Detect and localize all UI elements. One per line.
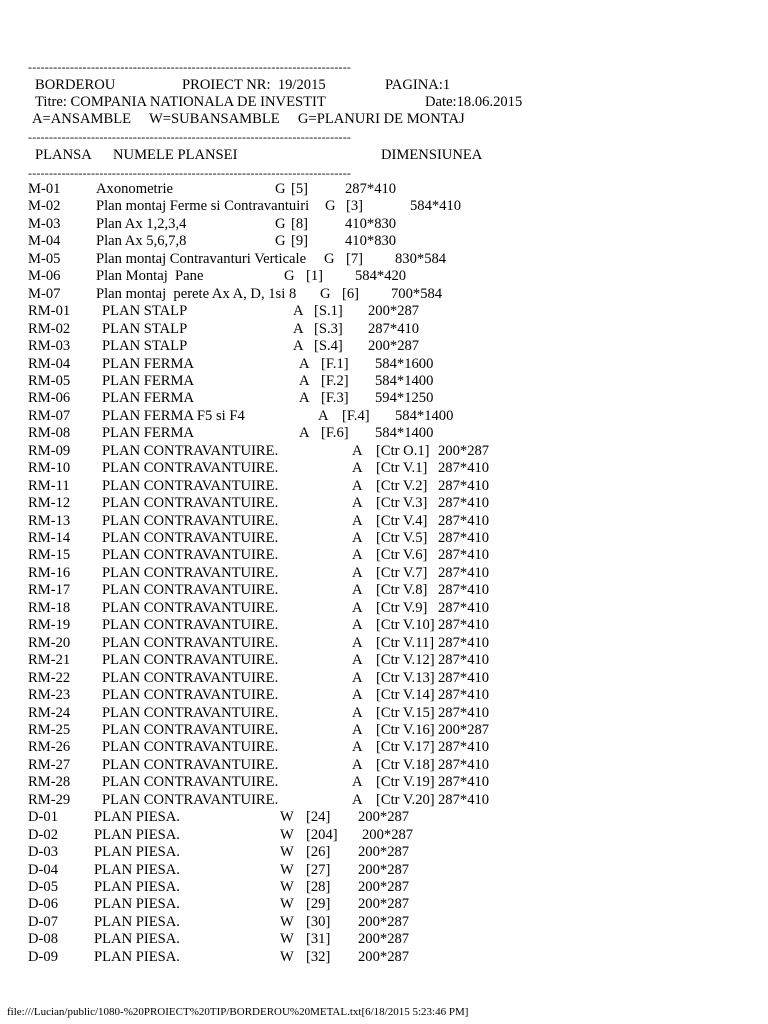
cell-name: PLAN PIESA.: [94, 844, 180, 861]
cell-type: A: [352, 512, 363, 529]
cell-plansa: RM-03: [28, 338, 71, 355]
cell-plansa: RM-18: [28, 599, 71, 616]
cell-name: PLAN PIESA.: [94, 879, 180, 895]
table-row: [0, 216, 768, 234]
cell-ref: [Ctr V.3]: [376, 495, 428, 512]
cell-type: A: [352, 442, 363, 459]
table-row: [0, 478, 768, 496]
cell-type: A: [352, 547, 363, 564]
table-row: [0, 303, 768, 321]
table-row: [0, 600, 768, 618]
cell-plansa: RM-15: [28, 547, 71, 564]
cell-type: A: [352, 634, 363, 651]
cell-ref: [Ctr V.6]: [376, 547, 428, 564]
cell-plansa: RM-01: [28, 303, 71, 320]
cell-type: A: [352, 704, 363, 721]
cell-plansa: D-08: [28, 931, 58, 948]
cell-type: A: [299, 390, 310, 407]
cell-ref: [Ctr V.9]: [376, 599, 428, 616]
cell-type: W: [280, 879, 294, 895]
cell-plansa: RM-14: [28, 530, 71, 546]
cell-ref: [Ctr O.1]: [376, 442, 430, 459]
cell-type: G: [275, 215, 286, 232]
cell-name: PLAN CONTRAVANTUIRE.: [102, 634, 279, 651]
table-row: [0, 705, 768, 723]
borderou-title: BORDEROU: [35, 77, 116, 93]
table-row: [0, 652, 768, 670]
cell-plansa: D-02: [28, 826, 58, 843]
cell-dimension: 287*410: [438, 774, 490, 791]
cell-name: Plan Montaj Pane: [96, 268, 204, 285]
cell-name: PLAN CONTRAVANTUIRE.: [102, 564, 279, 581]
cell-plansa: D-03: [28, 844, 58, 861]
table-row: [0, 425, 768, 443]
cell-type: G: [324, 250, 335, 267]
cell-type: G: [275, 233, 286, 250]
page-number: PAGINA:1: [385, 77, 451, 93]
cell-ref: [24]: [306, 809, 331, 826]
cell-dimension: 287*410: [438, 547, 490, 564]
cell-type: A: [293, 338, 304, 355]
cell-name: Plan montaj Contravanturi Verticale: [96, 250, 307, 267]
cell-name: PLAN CONTRAVANTUIRE.: [102, 599, 279, 616]
cell-type: G: [325, 198, 336, 215]
cell-dimension: 287*410: [438, 512, 490, 529]
cell-dimension: 584*1400: [375, 372, 434, 389]
cell-ref: [Ctr V.5]: [376, 530, 428, 546]
cell-name: PLAN FERMA: [102, 372, 195, 389]
cell-ref: [Ctr V.13]: [376, 669, 435, 686]
cell-type: A: [352, 477, 363, 494]
cell-ref: [32]: [306, 948, 331, 965]
cell-ref: [F.3]: [321, 390, 349, 407]
cell-dimension: 700*584: [391, 285, 443, 302]
cell-type: A: [352, 530, 363, 546]
cell-name: PLAN STALP: [102, 320, 188, 337]
column-header-numele: NUMELE PLANSEI: [113, 147, 238, 163]
cell-dimension: 200*287: [368, 338, 420, 355]
cell-name: Plan montaj Ferme si Contravantuiri: [96, 198, 310, 215]
cell-type: W: [280, 809, 294, 826]
cell-plansa: RM-20: [28, 634, 71, 651]
cell-plansa: RM-16: [28, 564, 71, 581]
cell-ref: [8]: [291, 215, 309, 232]
cell-type: W: [280, 948, 294, 965]
table-row: [0, 914, 768, 932]
table-row: [0, 617, 768, 635]
cell-name: Plan montaj perete Ax A, D, 1si 8: [96, 285, 297, 302]
cell-name: PLAN CONTRAVANTUIRE.: [102, 669, 279, 686]
cell-plansa: RM-29: [28, 791, 71, 808]
cell-ref: [Ctr V.12]: [376, 652, 435, 669]
cell-name: PLAN PIESA.: [94, 948, 180, 965]
cell-ref: [6]: [342, 285, 360, 302]
cell-type: A: [352, 739, 363, 756]
cell-dimension: 287*410: [438, 599, 490, 616]
cell-ref: [Ctr V.17]: [376, 739, 435, 756]
cell-type: W: [280, 861, 294, 878]
titre: Titre: COMPANIA NATIONALA DE INVESTIT: [35, 94, 326, 110]
table-row: [0, 460, 768, 478]
cell-type: W: [280, 896, 294, 913]
cell-plansa: RM-08: [28, 425, 71, 442]
cell-dimension: 200*287: [368, 303, 420, 320]
table-row: [0, 373, 768, 391]
cell-type: A: [318, 407, 329, 424]
table-row: [0, 565, 768, 583]
cell-plansa: RM-17: [28, 582, 71, 599]
cell-plansa: RM-19: [28, 617, 71, 634]
table-row: [0, 547, 768, 565]
cell-name: PLAN PIESA.: [94, 861, 180, 878]
cell-ref: [29]: [306, 896, 331, 913]
table-row: [0, 774, 768, 792]
cell-ref: [S.1]: [314, 303, 343, 320]
cell-ref: [31]: [306, 931, 331, 948]
cell-plansa: M-05: [28, 250, 61, 267]
cell-ref: [Ctr V.11]: [376, 634, 435, 651]
table-row: [0, 792, 768, 810]
cell-dimension: 200*287: [358, 896, 410, 913]
cell-dimension: 200*287: [358, 879, 410, 895]
cell-name: PLAN FERMA: [102, 355, 195, 372]
cell-plansa: M-04: [28, 233, 61, 250]
cell-type: G: [320, 285, 331, 302]
cell-type: A: [299, 355, 310, 372]
cell-plansa: RM-11: [28, 477, 70, 494]
cell-plansa: D-07: [28, 913, 58, 930]
cell-ref: [Ctr V.2]: [376, 477, 428, 494]
cell-dimension: 584*1400: [375, 425, 434, 442]
cell-dimension: 287*410: [438, 495, 490, 512]
cell-name: PLAN CONTRAVANTUIRE.: [102, 460, 279, 477]
table-row: [0, 408, 768, 426]
cell-dimension: 287*410: [438, 477, 490, 494]
cell-type: G: [275, 181, 286, 197]
cell-type: A: [352, 495, 363, 512]
cell-dimension: 200*287: [438, 721, 490, 738]
table-row: [0, 931, 768, 949]
table-row: [0, 390, 768, 408]
cell-dimension: 287*410: [438, 564, 490, 581]
cell-name: PLAN CONTRAVANTUIRE.: [102, 530, 279, 546]
footer-url: file:///Lucian/public/1080-%20PROIECT%20TIP/BORDEROU%20METAL.txt[6/18/2015 5:23:46 PM]: [7, 1006, 469, 1018]
cell-ref: [Ctr V.16]: [376, 721, 435, 738]
cell-dimension: 200*287: [358, 948, 410, 965]
cell-name: PLAN FERMA: [102, 390, 195, 407]
proiect-number: PROIECT NR: 19/2015: [182, 77, 326, 93]
cell-ref: [7]: [346, 250, 364, 267]
cell-dimension: 584*410: [410, 198, 462, 215]
column-header-dimensiunea: DIMENSIUNEA: [381, 147, 483, 163]
table-row: [0, 809, 768, 827]
cell-plansa: RM-26: [28, 739, 71, 756]
cell-type: A: [352, 599, 363, 616]
cell-name: PLAN CONTRAVANTUIRE.: [102, 442, 279, 459]
cell-dimension: 287*410: [438, 617, 490, 634]
cell-name: PLAN PIESA.: [94, 931, 180, 948]
cell-plansa: D-06: [28, 896, 58, 913]
separator-bottom: -----------------------------------------------------------------------------: [28, 166, 352, 180]
cell-name: PLAN FERMA: [102, 425, 195, 442]
table-row: [0, 338, 768, 356]
document-date: Date:18.06.2015: [425, 94, 523, 110]
cell-plansa: D-09: [28, 948, 58, 965]
table-row: [0, 286, 768, 304]
cell-plansa: RM-21: [28, 652, 71, 669]
table-row: [0, 268, 768, 286]
cell-ref: [Ctr V.14]: [376, 687, 435, 704]
cell-dimension: 584*1600: [375, 355, 434, 372]
cell-ref: [9]: [291, 233, 309, 250]
cell-type: A: [352, 582, 363, 599]
cell-plansa: RM-04: [28, 355, 71, 372]
column-header-plansa: PLANSA: [35, 147, 92, 163]
cell-type: W: [280, 913, 294, 930]
cell-type: G: [284, 268, 295, 285]
cell-plansa: RM-23: [28, 687, 71, 704]
cell-ref: [F.2]: [321, 372, 349, 389]
cell-plansa: RM-12: [28, 495, 71, 512]
cell-ref: [Ctr V.18]: [376, 756, 435, 773]
cell-dimension: 200*287: [358, 913, 410, 930]
cell-ref: [Ctr V.4]: [376, 512, 428, 529]
cell-dimension: 200*287: [358, 861, 410, 878]
table-row: [0, 687, 768, 705]
table-row: [0, 356, 768, 374]
cell-name: PLAN CONTRAVANTUIRE.: [102, 756, 279, 773]
cell-type: A: [352, 669, 363, 686]
cell-dimension: 287*410: [345, 181, 397, 197]
table-row: [0, 844, 768, 862]
cell-dimension: 830*584: [395, 250, 447, 267]
cell-ref: [204]: [306, 826, 338, 843]
cell-type: A: [352, 791, 363, 808]
cell-name: PLAN CONTRAVANTUIRE.: [102, 704, 279, 721]
cell-type: A: [293, 303, 304, 320]
cell-ref: [S.3]: [314, 320, 343, 337]
cell-plansa: RM-22: [28, 669, 71, 686]
cell-dimension: 287*410: [438, 530, 490, 546]
cell-type: A: [352, 774, 363, 791]
cell-name: PLAN PIESA.: [94, 896, 180, 913]
cell-plansa: D-05: [28, 879, 58, 895]
cell-plansa: M-03: [28, 215, 61, 232]
cell-name: PLAN CONTRAVANTUIRE.: [102, 774, 279, 791]
cell-dimension: 287*410: [438, 704, 490, 721]
cell-type: W: [280, 844, 294, 861]
table-row: [0, 879, 768, 897]
table-row: [0, 321, 768, 339]
cell-ref: [30]: [306, 913, 331, 930]
cell-ref: [F.6]: [321, 425, 349, 442]
cell-name: Plan Ax 1,2,3,4: [96, 215, 187, 232]
table-row: [0, 495, 768, 513]
cell-name: PLAN PIESA.: [94, 913, 180, 930]
table-row: [0, 862, 768, 880]
cell-name: PLAN PIESA.: [94, 809, 180, 826]
table-row: [0, 443, 768, 461]
table-row: [0, 670, 768, 688]
cell-type: A: [352, 756, 363, 773]
cell-dimension: 287*410: [438, 582, 490, 599]
cell-name: PLAN CONTRAVANTUIRE.: [102, 617, 279, 634]
cell-dimension: 410*830: [345, 233, 397, 250]
cell-dimension: 287*410: [438, 756, 490, 773]
cell-name: Axonometrie: [96, 181, 174, 197]
cell-plansa: RM-06: [28, 390, 71, 407]
table-row: [0, 582, 768, 600]
cell-type: A: [352, 652, 363, 669]
cell-plansa: D-04: [28, 861, 58, 878]
cell-ref: [S.4]: [314, 338, 343, 355]
cell-name: PLAN FERMA F5 si F4: [102, 407, 245, 424]
cell-name: PLAN STALP: [102, 338, 188, 355]
table-row: [0, 722, 768, 740]
table-row: [0, 739, 768, 757]
cell-plansa: RM-10: [28, 460, 71, 477]
cell-dimension: 287*410: [438, 687, 490, 704]
cell-name: PLAN CONTRAVANTUIRE.: [102, 512, 279, 529]
cell-dimension: 584*1400: [395, 407, 454, 424]
cell-dimension: 287*410: [438, 460, 490, 477]
cell-type: A: [352, 617, 363, 634]
separator-top: -----------------------------------------------------------------------------: [28, 60, 352, 74]
cell-dimension: 200*287: [438, 442, 490, 459]
cell-type: A: [352, 564, 363, 581]
cell-dimension: 287*410: [438, 739, 490, 756]
cell-dimension: 287*410: [438, 634, 490, 651]
cell-name: PLAN CONTRAVANTUIRE.: [102, 652, 279, 669]
cell-type: W: [280, 826, 294, 843]
cell-plansa: RM-25: [28, 721, 71, 738]
cell-name: PLAN PIESA.: [94, 826, 180, 843]
cell-ref: [Ctr V.19]: [376, 774, 435, 791]
cell-name: PLAN CONTRAVANTUIRE.: [102, 547, 279, 564]
cell-plansa: M-02: [28, 198, 61, 215]
cell-plansa: RM-07: [28, 407, 71, 424]
cell-name: PLAN CONTRAVANTUIRE.: [102, 791, 279, 808]
cell-plansa: RM-28: [28, 774, 71, 791]
cell-ref: [Ctr V.10]: [376, 617, 435, 634]
cell-name: PLAN CONTRAVANTUIRE.: [102, 495, 279, 512]
legend: A=ANSAMBLE W=SUBANSAMBLE G=PLANURI DE MONTAJ: [32, 111, 465, 127]
cell-ref: [Ctr V.1]: [376, 460, 428, 477]
cell-plansa: RM-05: [28, 372, 71, 389]
cell-plansa: M-07: [28, 285, 61, 302]
cell-ref: [1]: [306, 268, 324, 285]
cell-ref: [Ctr V.8]: [376, 582, 428, 599]
cell-dimension: 200*287: [362, 826, 414, 843]
cell-ref: [5]: [291, 181, 309, 197]
cell-name: PLAN CONTRAVANTUIRE.: [102, 739, 279, 756]
cell-dimension: 200*287: [358, 844, 410, 861]
cell-type: A: [299, 425, 310, 442]
cell-plansa: RM-24: [28, 704, 71, 721]
table-row: [0, 513, 768, 531]
cell-dimension: 594*1250: [375, 390, 434, 407]
cell-type: A: [352, 721, 363, 738]
table-row: [0, 827, 768, 845]
cell-ref: [F.1]: [321, 355, 349, 372]
cell-dimension: 287*410: [438, 669, 490, 686]
cell-ref: [3]: [346, 198, 364, 215]
table-row: [0, 896, 768, 914]
table-row: [0, 949, 768, 967]
cell-ref: [26]: [306, 844, 331, 861]
cell-plansa: M-06: [28, 268, 61, 285]
cell-plansa: RM-02: [28, 320, 71, 337]
cell-name: PLAN CONTRAVANTUIRE.: [102, 721, 279, 738]
cell-type: A: [352, 460, 363, 477]
cell-ref: [28]: [306, 879, 331, 895]
table-row: [0, 198, 768, 216]
table-row: [0, 251, 768, 269]
cell-name: PLAN CONTRAVANTUIRE.: [102, 582, 279, 599]
cell-type: A: [352, 687, 363, 704]
cell-type: W: [280, 931, 294, 948]
cell-plansa: D-01: [28, 809, 58, 826]
cell-dimension: 200*287: [358, 809, 410, 826]
cell-name: PLAN CONTRAVANTUIRE.: [102, 477, 279, 494]
cell-plansa: RM-09: [28, 442, 71, 459]
cell-dimension: 584*420: [355, 268, 407, 285]
cell-ref: [F.4]: [342, 407, 370, 424]
table-row: [0, 757, 768, 775]
table-row: [0, 233, 768, 251]
cell-ref: [Ctr V.7]: [376, 564, 428, 581]
cell-dimension: 287*410: [368, 320, 420, 337]
cell-ref: [Ctr V.20]: [376, 791, 435, 808]
cell-type: A: [299, 372, 310, 389]
cell-plansa: RM-27: [28, 756, 71, 773]
table-row: [0, 530, 768, 548]
cell-dimension: 200*287: [358, 931, 410, 948]
cell-dimension: 287*410: [438, 652, 490, 669]
cell-plansa: RM-13: [28, 512, 71, 529]
table-row: [0, 181, 768, 199]
cell-dimension: 287*410: [438, 791, 490, 808]
cell-dimension: 410*830: [345, 215, 397, 232]
cell-type: A: [293, 320, 304, 337]
cell-plansa: M-01: [28, 181, 61, 197]
cell-ref: [27]: [306, 861, 331, 878]
cell-name: PLAN CONTRAVANTUIRE.: [102, 687, 279, 704]
table-row: [0, 635, 768, 653]
cell-name: PLAN STALP: [102, 303, 188, 320]
cell-name: Plan Ax 5,6,7,8: [96, 233, 187, 250]
cell-ref: [Ctr V.15]: [376, 704, 435, 721]
separator-middle: -----------------------------------------------------------------------------: [28, 130, 352, 144]
